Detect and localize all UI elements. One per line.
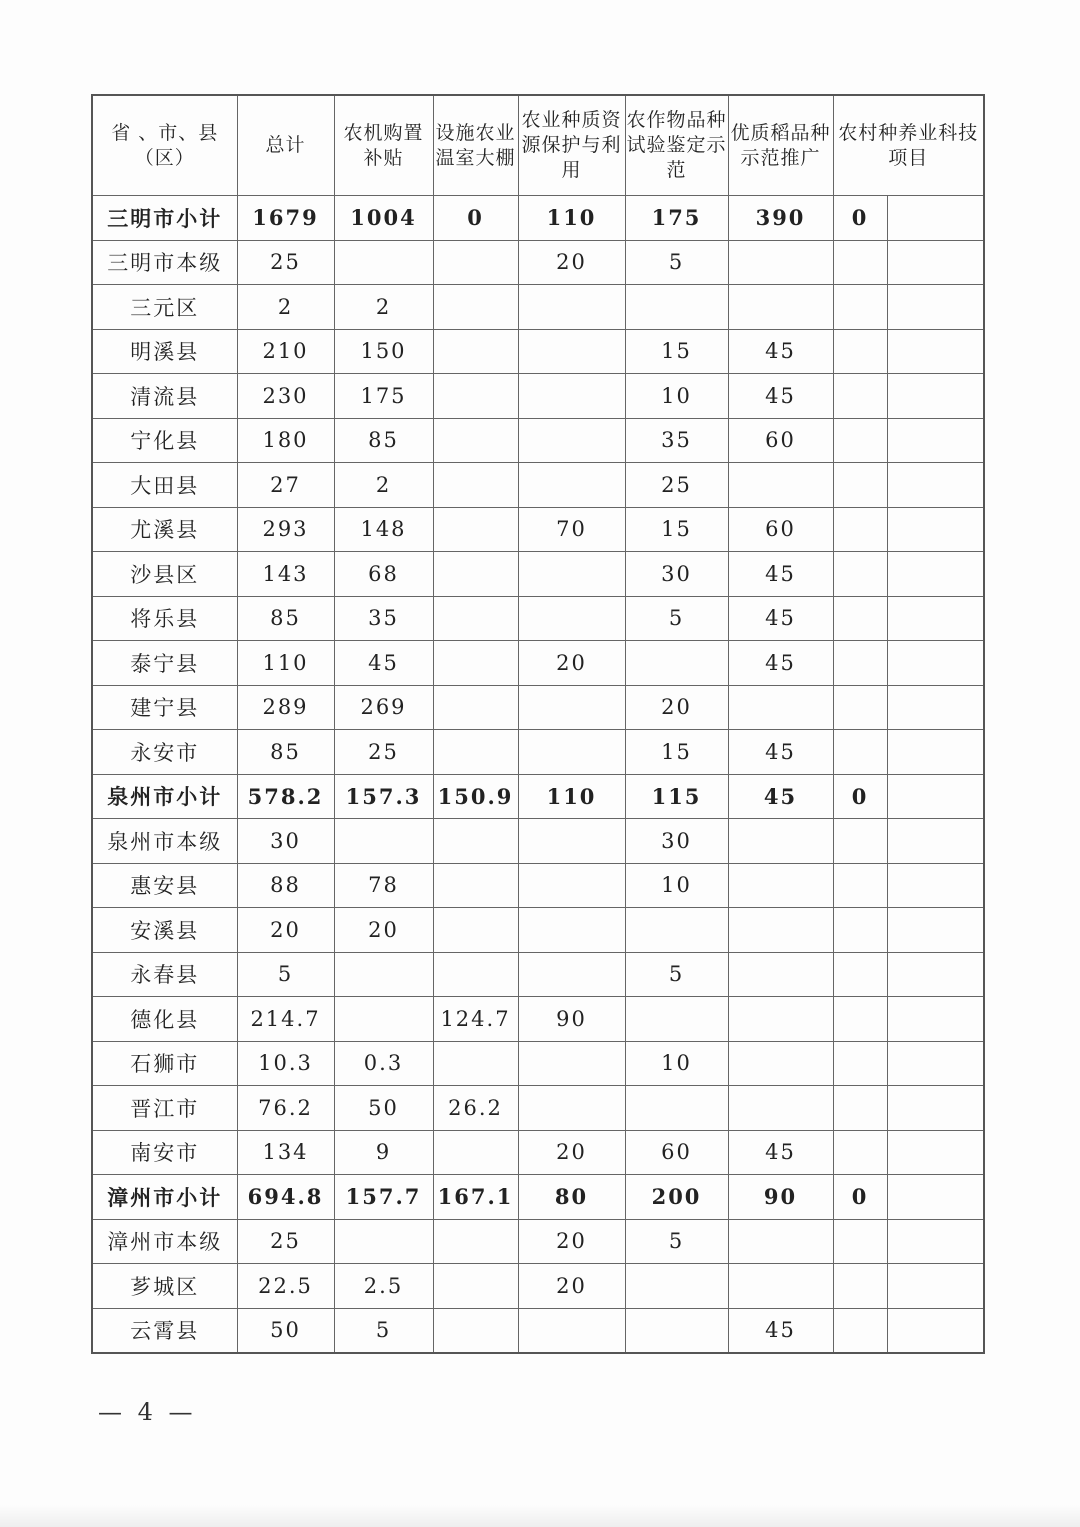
value-cell xyxy=(518,1308,625,1353)
header-machinery-subsidy: 农机购置补贴 xyxy=(334,95,433,196)
value-cell xyxy=(728,863,833,908)
region-cell: 尤溪县 xyxy=(92,507,237,552)
value-cell: 0 xyxy=(833,774,887,819)
value-cell: 694.8 xyxy=(237,1175,334,1220)
region-cell: 石狮市 xyxy=(92,1041,237,1086)
region-cell: 三明市小计 xyxy=(92,196,237,241)
page-edge xyxy=(0,1505,1080,1527)
value-cell xyxy=(833,997,887,1042)
value-cell xyxy=(887,997,984,1042)
region-cell: 清流县 xyxy=(92,374,237,419)
value-cell xyxy=(518,1086,625,1131)
value-cell xyxy=(887,1264,984,1309)
value-cell: 25 xyxy=(625,463,728,508)
value-cell xyxy=(833,1219,887,1264)
value-cell xyxy=(833,285,887,330)
value-cell: 78 xyxy=(334,863,433,908)
region-cell: 泉州市小计 xyxy=(92,774,237,819)
region-cell: 泰宁县 xyxy=(92,641,237,686)
value-cell xyxy=(887,418,984,463)
value-cell: 45 xyxy=(728,1130,833,1175)
header-region: 省 、市、县（区） xyxy=(92,95,237,196)
table-row xyxy=(92,908,984,953)
region-cell: 芗城区 xyxy=(92,1264,237,1309)
value-cell xyxy=(518,463,625,508)
value-cell xyxy=(833,641,887,686)
table-row xyxy=(92,596,984,641)
value-cell xyxy=(887,730,984,775)
value-cell xyxy=(433,952,518,997)
value-cell xyxy=(433,1130,518,1175)
value-cell xyxy=(728,685,833,730)
value-cell xyxy=(887,641,984,686)
value-cell xyxy=(887,596,984,641)
value-cell xyxy=(887,908,984,953)
value-cell: 45 xyxy=(728,374,833,419)
value-cell xyxy=(625,1086,728,1131)
table-row xyxy=(92,240,984,285)
value-cell: 2 xyxy=(237,285,334,330)
value-cell xyxy=(625,997,728,1042)
value-cell: 45 xyxy=(728,329,833,374)
value-cell xyxy=(518,819,625,864)
value-cell xyxy=(833,1041,887,1086)
value-cell: 15 xyxy=(625,730,728,775)
value-cell xyxy=(833,463,887,508)
value-cell xyxy=(625,1308,728,1353)
table-row xyxy=(92,507,984,552)
value-cell xyxy=(728,1086,833,1131)
value-cell: 180 xyxy=(237,418,334,463)
table-row xyxy=(92,552,984,597)
value-cell xyxy=(833,952,887,997)
value-cell xyxy=(887,240,984,285)
value-cell xyxy=(728,240,833,285)
value-cell xyxy=(433,908,518,953)
value-cell: 10 xyxy=(625,1041,728,1086)
value-cell xyxy=(433,374,518,419)
value-cell xyxy=(833,1308,887,1353)
value-cell xyxy=(887,819,984,864)
value-cell: 9 xyxy=(334,1130,433,1175)
value-cell: 293 xyxy=(237,507,334,552)
value-cell xyxy=(625,908,728,953)
value-cell: 10 xyxy=(625,863,728,908)
value-cell xyxy=(518,552,625,597)
value-cell: 80 xyxy=(518,1175,625,1220)
value-cell: 45 xyxy=(334,641,433,686)
value-cell xyxy=(887,196,984,241)
value-cell xyxy=(518,730,625,775)
value-cell: 150 xyxy=(334,329,433,374)
value-cell: 20 xyxy=(518,1130,625,1175)
value-cell: 30 xyxy=(625,552,728,597)
value-cell xyxy=(728,952,833,997)
region-cell: 漳州市小计 xyxy=(92,1175,237,1220)
value-cell xyxy=(433,507,518,552)
value-cell: 175 xyxy=(625,196,728,241)
value-cell xyxy=(625,1264,728,1309)
region-cell: 沙县区 xyxy=(92,552,237,597)
value-cell: 5 xyxy=(625,240,728,285)
value-cell: 175 xyxy=(334,374,433,419)
value-cell: 50 xyxy=(334,1086,433,1131)
value-cell: 30 xyxy=(237,819,334,864)
value-cell: 578.2 xyxy=(237,774,334,819)
value-cell: 2 xyxy=(334,463,433,508)
value-cell xyxy=(518,596,625,641)
value-cell: 230 xyxy=(237,374,334,419)
value-cell xyxy=(887,374,984,419)
value-cell: 22.5 xyxy=(237,1264,334,1309)
value-cell: 157.7 xyxy=(334,1175,433,1220)
value-cell: 150.9 xyxy=(433,774,518,819)
value-cell xyxy=(433,685,518,730)
value-cell: 20 xyxy=(625,685,728,730)
value-cell xyxy=(833,863,887,908)
table-body xyxy=(92,196,984,1354)
value-cell xyxy=(833,507,887,552)
value-cell xyxy=(728,1041,833,1086)
region-cell: 晋江市 xyxy=(92,1086,237,1131)
value-cell: 110 xyxy=(237,641,334,686)
value-cell: 289 xyxy=(237,685,334,730)
value-cell: 85 xyxy=(237,730,334,775)
value-cell xyxy=(728,285,833,330)
value-cell: 214.7 xyxy=(237,997,334,1042)
region-cell: 云霄县 xyxy=(92,1308,237,1353)
value-cell: 45 xyxy=(728,774,833,819)
value-cell: 167.1 xyxy=(433,1175,518,1220)
value-cell xyxy=(334,1219,433,1264)
value-cell xyxy=(728,819,833,864)
value-cell: 76.2 xyxy=(237,1086,334,1131)
value-cell: 60 xyxy=(625,1130,728,1175)
value-cell xyxy=(887,685,984,730)
region-cell: 泉州市本级 xyxy=(92,819,237,864)
table-row xyxy=(92,730,984,775)
region-cell: 安溪县 xyxy=(92,908,237,953)
value-cell xyxy=(887,1219,984,1264)
table-row xyxy=(92,952,984,997)
value-cell: 110 xyxy=(518,774,625,819)
value-cell: 15 xyxy=(625,329,728,374)
page-number: — 4 — xyxy=(98,1398,197,1426)
value-cell xyxy=(887,1041,984,1086)
table-row xyxy=(92,374,984,419)
value-cell: 0.3 xyxy=(334,1041,433,1086)
value-cell xyxy=(518,952,625,997)
table-row xyxy=(92,463,984,508)
value-cell xyxy=(833,908,887,953)
value-cell: 390 xyxy=(728,196,833,241)
value-cell xyxy=(518,374,625,419)
value-cell: 45 xyxy=(728,730,833,775)
value-cell: 50 xyxy=(237,1308,334,1353)
table-row xyxy=(92,819,984,864)
value-cell xyxy=(887,952,984,997)
value-cell: 210 xyxy=(237,329,334,374)
value-cell xyxy=(833,730,887,775)
value-cell xyxy=(728,1219,833,1264)
table-row xyxy=(92,418,984,463)
value-cell: 85 xyxy=(237,596,334,641)
value-cell xyxy=(728,997,833,1042)
table-row xyxy=(92,1086,984,1131)
subtotal-row xyxy=(92,774,984,819)
value-cell: 143 xyxy=(237,552,334,597)
region-cell: 大田县 xyxy=(92,463,237,508)
value-cell: 200 xyxy=(625,1175,728,1220)
value-cell: 124.7 xyxy=(433,997,518,1042)
value-cell xyxy=(518,285,625,330)
value-cell xyxy=(433,1264,518,1309)
value-cell: 15 xyxy=(625,507,728,552)
value-cell xyxy=(887,329,984,374)
header-crop-trial: 农作物品种试验鉴定示范 xyxy=(625,95,728,196)
region-cell: 三元区 xyxy=(92,285,237,330)
value-cell: 2.5 xyxy=(334,1264,433,1309)
value-cell xyxy=(334,819,433,864)
value-cell xyxy=(518,418,625,463)
value-cell xyxy=(833,1130,887,1175)
value-cell: 45 xyxy=(728,552,833,597)
value-cell xyxy=(334,997,433,1042)
header-germplasm: 农业种质资源保护与利用 xyxy=(518,95,625,196)
region-cell: 南安市 xyxy=(92,1130,237,1175)
header-rural-tech: 农村种养业科技项目 xyxy=(833,95,984,196)
value-cell: 45 xyxy=(728,596,833,641)
value-cell: 88 xyxy=(237,863,334,908)
value-cell: 70 xyxy=(518,507,625,552)
value-cell xyxy=(833,1264,887,1309)
table-row xyxy=(92,329,984,374)
value-cell: 0 xyxy=(433,196,518,241)
value-cell: 269 xyxy=(334,685,433,730)
region-cell: 将乐县 xyxy=(92,596,237,641)
table-row xyxy=(92,1264,984,1309)
value-cell xyxy=(433,1219,518,1264)
table-row xyxy=(92,685,984,730)
table-row xyxy=(92,285,984,330)
header-total: 总计 xyxy=(237,95,334,196)
table-row xyxy=(92,997,984,1042)
value-cell xyxy=(334,952,433,997)
value-cell: 5 xyxy=(625,1219,728,1264)
table-row xyxy=(92,863,984,908)
value-cell: 134 xyxy=(237,1130,334,1175)
value-cell xyxy=(433,552,518,597)
value-cell xyxy=(833,374,887,419)
value-cell: 20 xyxy=(518,240,625,285)
value-cell xyxy=(334,240,433,285)
value-cell: 0 xyxy=(833,1175,887,1220)
value-cell: 5 xyxy=(237,952,334,997)
value-cell xyxy=(625,285,728,330)
header-row xyxy=(92,95,984,196)
value-cell xyxy=(887,1130,984,1175)
region-cell: 三明市本级 xyxy=(92,240,237,285)
value-cell: 25 xyxy=(334,730,433,775)
value-cell: 1679 xyxy=(237,196,334,241)
subtotal-row xyxy=(92,1175,984,1220)
value-cell: 20 xyxy=(518,641,625,686)
value-cell: 5 xyxy=(625,952,728,997)
value-cell xyxy=(433,329,518,374)
value-cell: 20 xyxy=(518,1219,625,1264)
value-cell: 0 xyxy=(833,196,887,241)
value-cell xyxy=(433,596,518,641)
value-cell: 35 xyxy=(334,596,433,641)
value-cell xyxy=(833,1086,887,1131)
value-cell: 20 xyxy=(334,908,433,953)
value-cell: 60 xyxy=(728,418,833,463)
value-cell: 148 xyxy=(334,507,433,552)
value-cell xyxy=(433,418,518,463)
value-cell xyxy=(433,819,518,864)
header-rice-promotion: 优质稻品种示范推广 xyxy=(728,95,833,196)
value-cell: 25 xyxy=(237,1219,334,1264)
region-cell: 明溪县 xyxy=(92,329,237,374)
value-cell xyxy=(728,463,833,508)
value-cell: 45 xyxy=(728,1308,833,1353)
region-cell: 永春县 xyxy=(92,952,237,997)
value-cell: 20 xyxy=(237,908,334,953)
value-cell: 2 xyxy=(334,285,433,330)
value-cell: 90 xyxy=(728,1175,833,1220)
value-cell xyxy=(518,1041,625,1086)
value-cell: 20 xyxy=(518,1264,625,1309)
value-cell: 10 xyxy=(625,374,728,419)
value-cell xyxy=(833,596,887,641)
value-cell: 30 xyxy=(625,819,728,864)
value-cell xyxy=(833,418,887,463)
value-cell xyxy=(887,285,984,330)
value-cell xyxy=(433,641,518,686)
value-cell xyxy=(518,329,625,374)
header-greenhouse: 设施农业温室大棚 xyxy=(433,95,518,196)
value-cell: 27 xyxy=(237,463,334,508)
value-cell xyxy=(728,908,833,953)
value-cell xyxy=(887,1175,984,1220)
region-cell: 永安市 xyxy=(92,730,237,775)
value-cell xyxy=(433,1308,518,1353)
table-row xyxy=(92,1219,984,1264)
value-cell: 10.3 xyxy=(237,1041,334,1086)
value-cell xyxy=(887,507,984,552)
value-cell xyxy=(887,552,984,597)
value-cell xyxy=(518,908,625,953)
table-row xyxy=(92,1308,984,1353)
table-row xyxy=(92,1041,984,1086)
funding-table xyxy=(91,94,985,1354)
subtotal-row xyxy=(92,196,984,241)
value-cell: 68 xyxy=(334,552,433,597)
value-cell xyxy=(833,240,887,285)
value-cell xyxy=(728,1264,833,1309)
value-cell xyxy=(887,863,984,908)
value-cell xyxy=(433,1041,518,1086)
region-cell: 宁化县 xyxy=(92,418,237,463)
value-cell: 157.3 xyxy=(334,774,433,819)
value-cell xyxy=(518,685,625,730)
value-cell: 5 xyxy=(625,596,728,641)
value-cell: 110 xyxy=(518,196,625,241)
value-cell xyxy=(433,463,518,508)
value-cell xyxy=(518,863,625,908)
value-cell xyxy=(887,463,984,508)
value-cell xyxy=(887,774,984,819)
value-cell xyxy=(433,240,518,285)
value-cell: 25 xyxy=(237,240,334,285)
value-cell: 26.2 xyxy=(433,1086,518,1131)
value-cell xyxy=(433,285,518,330)
value-cell xyxy=(833,685,887,730)
value-cell xyxy=(833,819,887,864)
region-cell: 漳州市本级 xyxy=(92,1219,237,1264)
region-cell: 惠安县 xyxy=(92,863,237,908)
value-cell xyxy=(433,863,518,908)
region-cell: 德化县 xyxy=(92,997,237,1042)
region-cell: 建宁县 xyxy=(92,685,237,730)
value-cell xyxy=(833,552,887,597)
value-cell xyxy=(833,329,887,374)
value-cell xyxy=(625,641,728,686)
value-cell xyxy=(887,1308,984,1353)
value-cell: 35 xyxy=(625,418,728,463)
value-cell: 115 xyxy=(625,774,728,819)
value-cell: 45 xyxy=(728,641,833,686)
value-cell: 85 xyxy=(334,418,433,463)
value-cell: 5 xyxy=(334,1308,433,1353)
value-cell: 1004 xyxy=(334,196,433,241)
value-cell: 60 xyxy=(728,507,833,552)
table-row xyxy=(92,641,984,686)
table-row xyxy=(92,1130,984,1175)
value-cell: 90 xyxy=(518,997,625,1042)
value-cell xyxy=(433,730,518,775)
value-cell xyxy=(887,1086,984,1131)
